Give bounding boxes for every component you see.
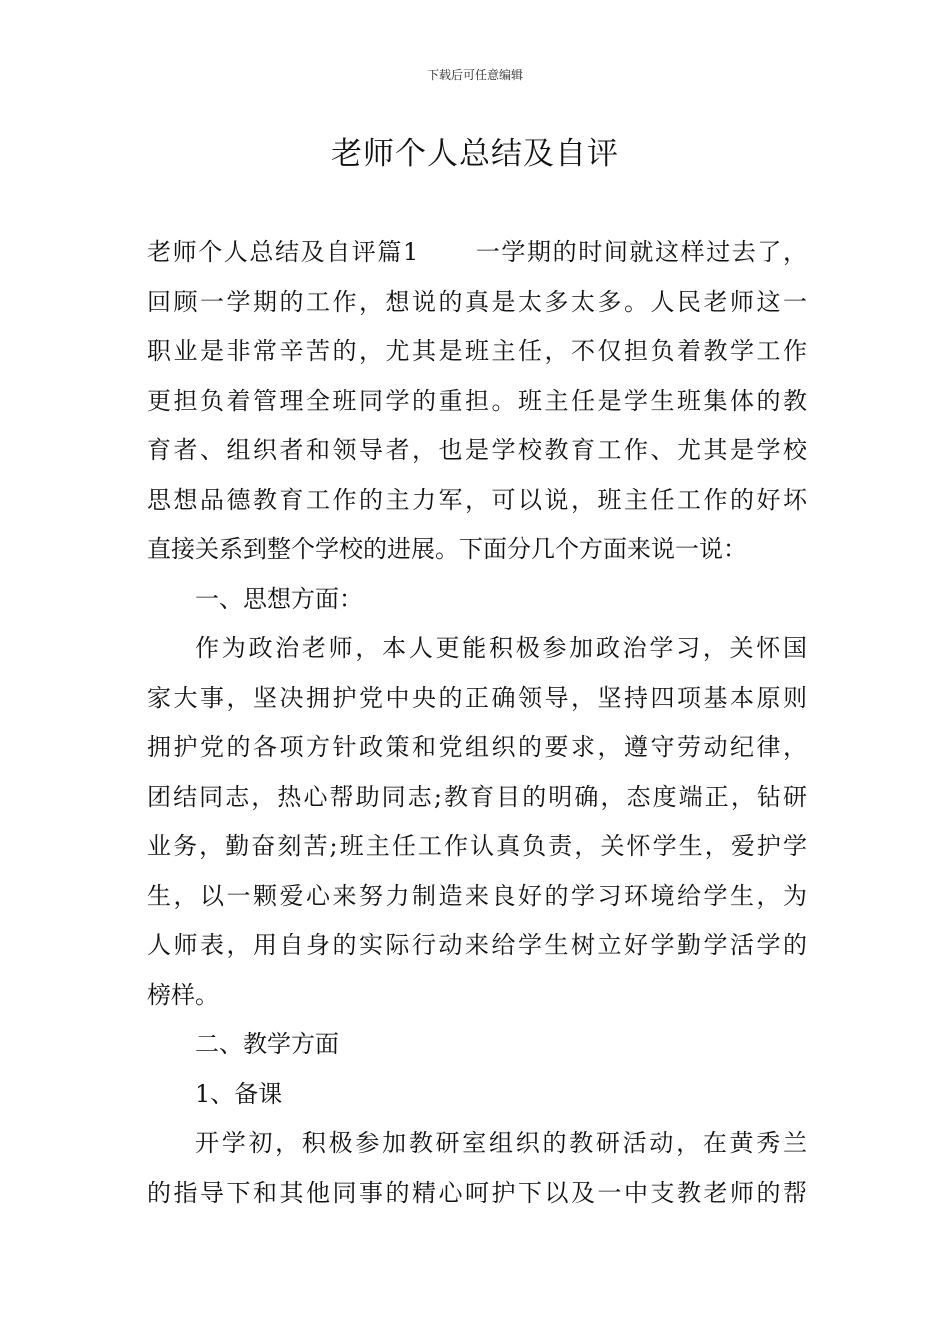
paragraph-line: 思想品德教育工作的主力军，可以说，班主任工作的好坏 [147,485,807,514]
intro-text: 一学期的时间就这样过去了， [474,238,807,266]
paragraph-line: 回顾一学期的工作，想说的真是太多太多。人民老师这一 [147,287,807,316]
paragraph-line: 人师表，用自身的实际行动来给学生树立好学勤学活学的 [147,931,807,959]
paragraph-line: 更担负着管理全班同学的重担。班主任是学生班集体的教 [147,386,807,415]
paragraph-line: 直接关系到整个学校的进展。下面分几个方面来说一说： [147,535,747,563]
paragraph-line: 的指导下和其他同事的精心呵护下以及一中支教老师的帮 [147,1178,807,1207]
header-note: 下载后可任意编辑 [426,68,523,82]
paragraph-line: 家大事，坚决拥护党中央的正确领导，坚持四项基本原则 [147,683,807,712]
document-body [147,228,807,1218]
paragraph-line: 榜样。 [147,980,219,1009]
document-title: 老师个人总结及自评 [331,136,619,172]
intro-heading: 老师个人总结及自评篇1 [147,238,419,266]
section-heading: 一、思想方面： [195,584,363,613]
paragraph-line: 育者、组织者和领导者，也是学校教育工作、尤其是学校 [147,436,807,464]
paragraph-line: 生，以一颗爱心来努力制造来良好的学习环境给学生，为 [147,881,807,910]
paragraph-line: 团结同志，热心帮助同志;教育目的明确，态度端正，钻研 [147,782,807,811]
paragraph-line: 开学初，积极参加教研室组织的教研活动，在黄秀兰 [195,1129,807,1157]
subsection-heading: 1、备课 [195,1079,283,1108]
section-heading: 二、教学方面 [195,1030,339,1058]
paragraph-line [147,228,807,278]
paragraph-line: 作为政治老师，本人更能积极参加政治学习，关怀国 [195,634,807,662]
paragraph-line: 业务，勤奋刻苦;班主任工作认真负责，关怀学生，爱护学 [147,832,807,860]
paragraph-line: 拥护党的各项方针政策和党组织的要求，遵守劳动纪律， [147,733,807,761]
paragraph-line: 职业是非常辛苦的，尤其是班主任，不仅担负着教学工作 [147,337,807,365]
